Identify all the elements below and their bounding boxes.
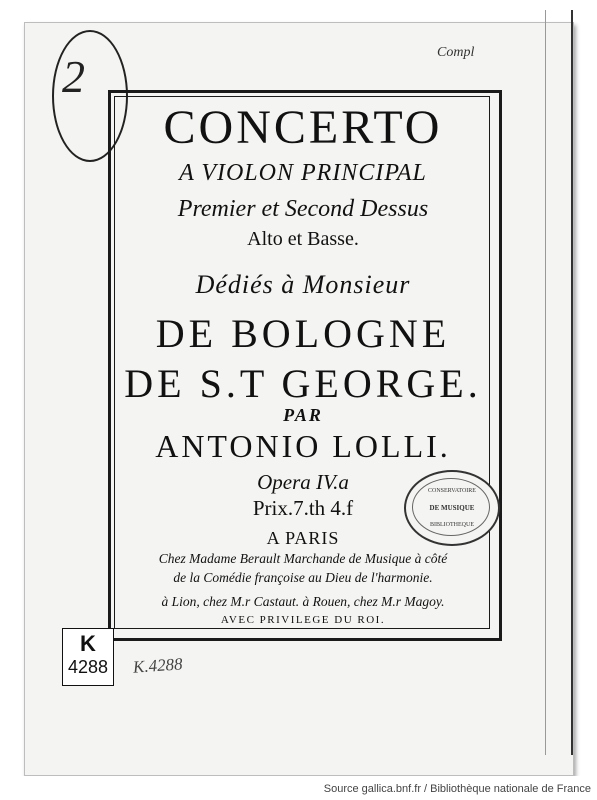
instruments-line-2: Alto et Basse. <box>247 228 359 250</box>
dedication: Dédiés à Monsieur <box>195 270 411 299</box>
instruments-line-1: Premier et Second Dessus <box>177 196 429 222</box>
publication-city: A PARIS <box>266 528 340 548</box>
by-label: PAR <box>283 405 323 425</box>
publisher-line-2: de la Comédie françoise au Dieu de l'harmonie. <box>173 570 433 585</box>
source-credit: Source gallica.bnf.fr / Bibliothèque nationale de France <box>323 783 591 795</box>
opus: Opera IV.a <box>257 470 349 494</box>
privilege: AVEC PRIVILEGE DU ROI. <box>220 614 386 626</box>
shelf-number: 2 <box>62 51 85 102</box>
handwritten-call-number: K.4288 <box>132 654 184 677</box>
publisher-line-1: Chez Madame Berault Marchande de Musique à côté <box>158 551 448 566</box>
publisher-line-3: à Lion, chez M.r Castaut. à Rouen, chez M.r Magoy. <box>161 594 445 609</box>
page-edge <box>545 10 573 755</box>
stamp-line-1: CONSERVATOIRE <box>428 488 476 494</box>
title: CONCERTO <box>163 101 443 154</box>
source-bar <box>0 776 597 800</box>
dedicatee-line-2: DE S.T GEORGE. <box>124 361 482 406</box>
call-letter: K <box>80 631 96 656</box>
call-number-label <box>62 628 114 686</box>
price: Prix.7.th 4.f <box>252 496 354 520</box>
stamp-line-3: BIBLIOTHEQUE <box>430 522 474 528</box>
composer: ANTONIO LOLLI. <box>155 428 451 464</box>
subtitle: A VIOLON PRINCIPAL <box>179 160 427 186</box>
call-number: 4288 <box>67 657 109 677</box>
dedicatee-line-1: DE BOLOGNE <box>155 311 451 356</box>
stamp-line-2: DE MUSIQUE <box>429 504 475 512</box>
library-stamp <box>404 470 500 546</box>
corner-note: Compl <box>437 45 475 60</box>
